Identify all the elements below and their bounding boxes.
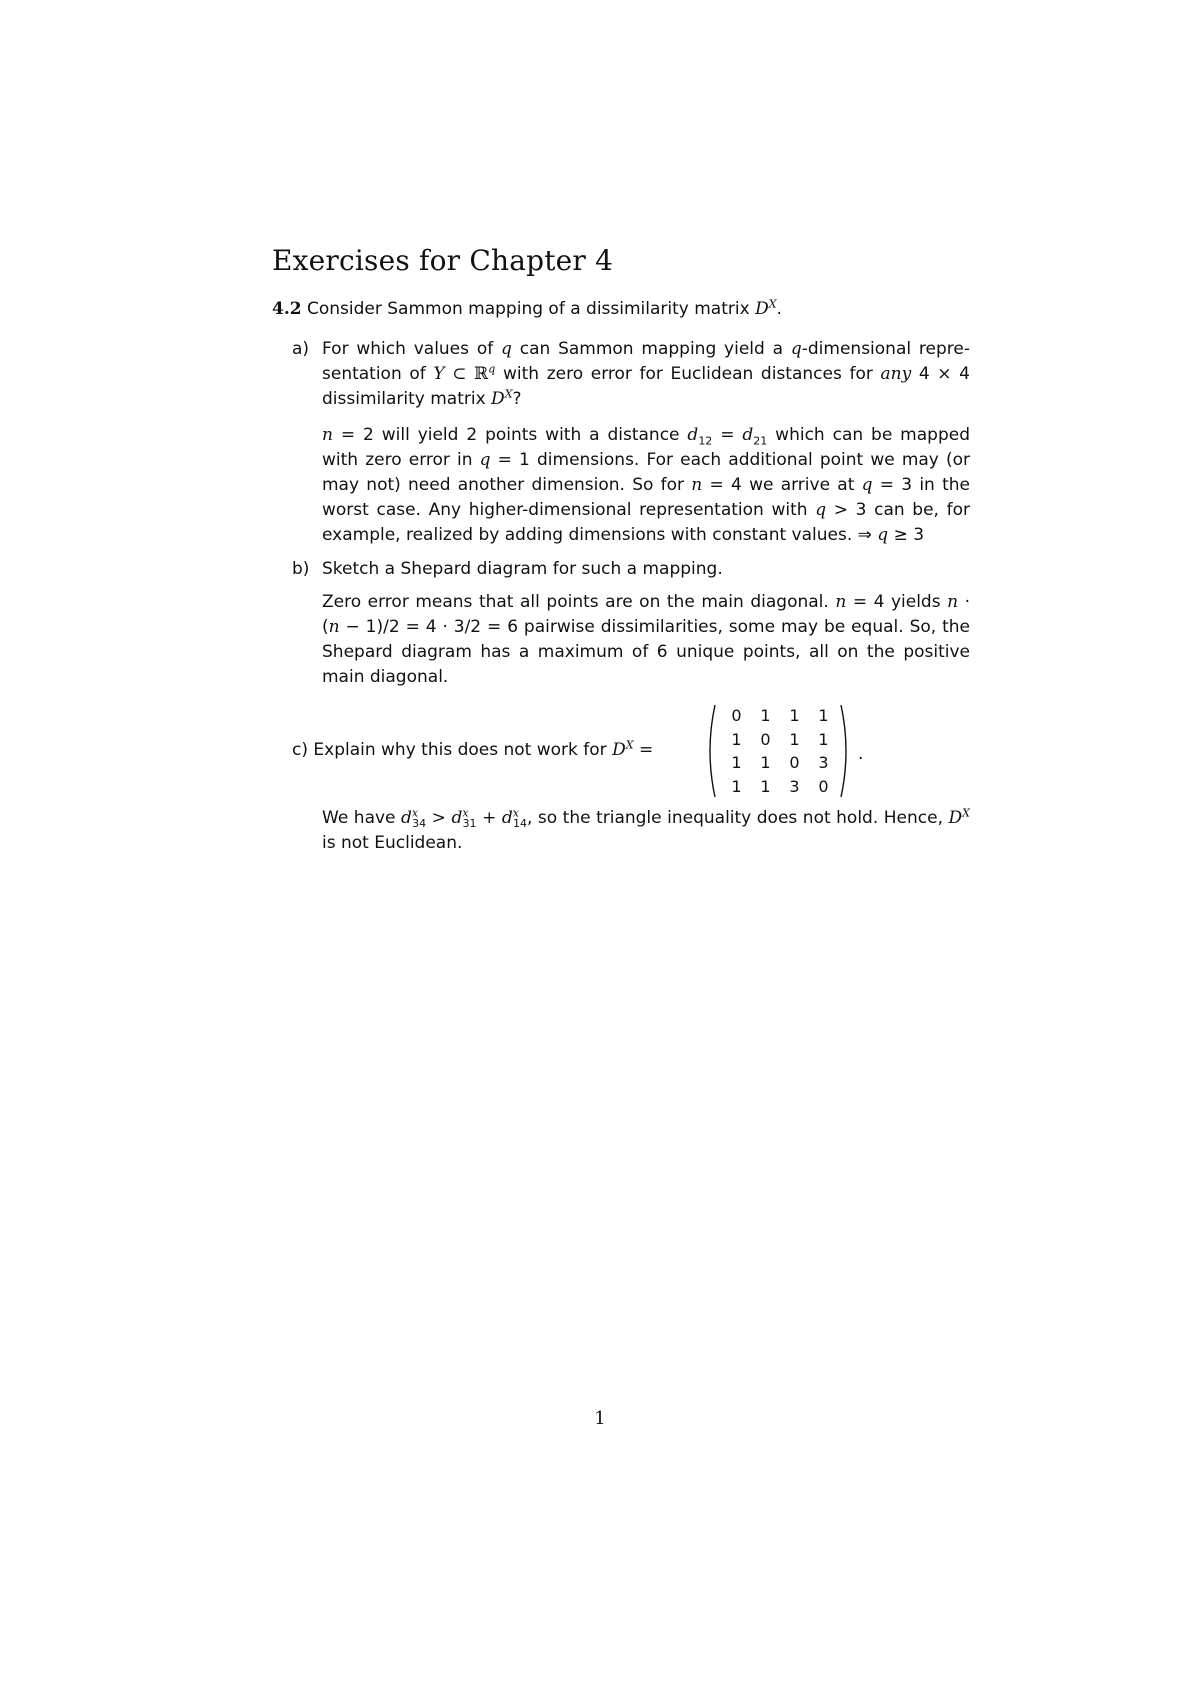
problem-statement: 4.2 Consider Sammon mapping of a dissimilarity matrix $D^X$. xyxy=(272,297,782,319)
matrix-cell: 1 xyxy=(789,706,800,725)
matrix-cell: 1 xyxy=(818,729,829,749)
item-a-label: a) xyxy=(292,339,310,359)
page-number: 1 xyxy=(594,1408,606,1429)
item-c-label: c) xyxy=(292,740,308,760)
item-b-label: b) xyxy=(292,559,310,579)
item-c-answer: We have $d^x_{34} > d^x_{31} + d^x_{14}$, so the triangle inequality does not hold. Hence, $D^X$ is not Euclidean. xyxy=(322,806,970,853)
matrix-cell: 3 xyxy=(818,753,829,772)
matrix-cell: 1 xyxy=(731,776,742,796)
item-a-question: For which values of q can Sammon mapping yield a q-dimensional representation of Y ⊂ ℝ$^q$ with zero error for Euclidean distances for any 4 × 4 dissimilarity matrix $D^X$? xyxy=(322,339,970,409)
item-b-answer: Zero error means that all points are on the main diagonal. n = 4 yields n · (n − 1)/2 = 4 · 3/2 = 6 pairwise dissimilarities, some may be equal. So, the Shepard diagram has a maximum of 6 unique points, all on the positive main diagonal. xyxy=(322,592,971,687)
matrix-cells xyxy=(722,704,838,798)
matrix-cell: 1 xyxy=(818,706,829,725)
matrix-cell: 1 xyxy=(789,729,800,749)
matrix-cell: 1 xyxy=(760,706,771,725)
matrix-cell: 1 xyxy=(731,753,742,772)
matrix-cell: 3 xyxy=(789,776,800,796)
dissimilarity-matrix xyxy=(704,704,856,798)
matrix-cell: 0 xyxy=(789,753,800,772)
matrix-cell: 1 xyxy=(760,753,771,772)
matrix-cell: 0 xyxy=(760,729,771,749)
left-paren-icon xyxy=(704,704,716,798)
problem-number: 4.2 xyxy=(272,299,302,319)
matrix-cell: 1 xyxy=(731,729,742,749)
item-b-question: Sketch a Shepard diagram for such a mapping. xyxy=(322,559,723,579)
matrix-cell: 0 xyxy=(818,776,829,796)
matrix-cell: 1 xyxy=(760,776,771,796)
matrix-cell: 0 xyxy=(731,706,742,725)
matrix-period: . xyxy=(858,744,864,764)
page-title: Exercises for Chapter 4 xyxy=(272,244,614,277)
item-a-answer: n = 2 will yield 2 points with a distance $d_{12} = d_{21}$ which can be mapped with zero error in q = 1 dimensions. For each additional point we may (or may not) need another dimension. So for n = 4 we arrive at q = 3 in the worst case. Any higher-dimensional representation with q > 3 can be, for example, realized by adding dimensions with constant values. ⇒ q ≥ 3 xyxy=(322,425,971,545)
item-c-question: c) Explain why this does not work for $D^X$ = xyxy=(292,738,654,760)
right-paren-icon xyxy=(840,704,852,798)
